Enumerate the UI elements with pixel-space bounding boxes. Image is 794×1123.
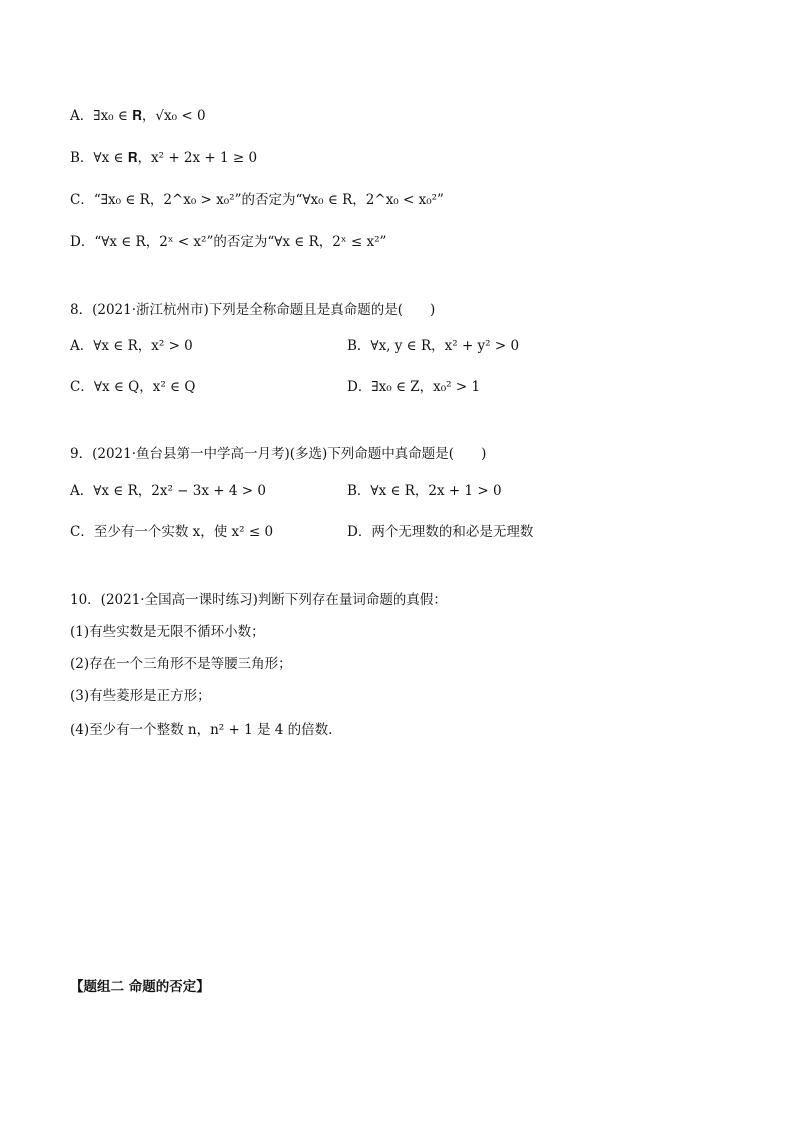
- q8-option-b: B．∀x, y ∈ R，x² + y² > 0: [347, 338, 520, 354]
- q10-item-4: (4)至少有一个整数 n，n² + 1 是 4 的倍数.: [70, 722, 333, 738]
- q9-option-a: A．∀x ∈ R，2x² − 3x + 4 > 0: [70, 483, 266, 499]
- q10-item-3: (3)有些菱形是正方形；: [70, 688, 211, 704]
- q7-option-b: B．∀x ∈ 𝐑，x² + 2x + 1 ≥ 0: [70, 150, 258, 166]
- q10-item-1: (1)有些实数是无限不循环小数；: [70, 624, 265, 640]
- q10-stem: 10．(2021·全国高一课时练习)判断下列存在量词命题的真假：: [70, 592, 447, 608]
- q7-option-c: C．“∃x₀ ∈ R，2^x₀ > x₀²”的否定为“∀x₀ ∈ R，2^x₀ < x₀²”: [70, 192, 444, 208]
- q8-option-d: D．∃x₀ ∈ Z，x₀² > 1: [347, 379, 481, 395]
- q9-option-b: B．∀x ∈ R，2x + 1 > 0: [347, 483, 502, 499]
- q8-option-c: C．∀x ∈ Q，x² ∈ Q: [70, 379, 196, 395]
- q8-stem: 8．(2021·浙江杭州市)下列是全称命题且是真命题的是( ): [70, 302, 436, 318]
- q9-option-d: D．两个无理数的和必是无理数: [347, 524, 534, 540]
- q9-option-c: C．至少有一个实数 x，使 x² ≤ 0: [70, 524, 274, 540]
- q10-item-2: (2)存在一个三角形不是等腰三角形；: [70, 656, 292, 672]
- q7-option-d: D．“∀x ∈ R，2ˣ < x²”的否定为“∀x ∈ R，2ˣ ≤ x²”: [70, 234, 387, 250]
- section-heading: 【题组二 命题的否定】: [70, 979, 210, 995]
- q9-stem: 9．(2021·鱼台县第一中学高一月考)(多选)下列命题中真命题是( ): [70, 446, 487, 462]
- q8-option-a: A．∀x ∈ R，x² > 0: [70, 338, 193, 354]
- q7-option-a: A．∃x₀ ∈ 𝐑，√x₀ < 0: [70, 108, 206, 124]
